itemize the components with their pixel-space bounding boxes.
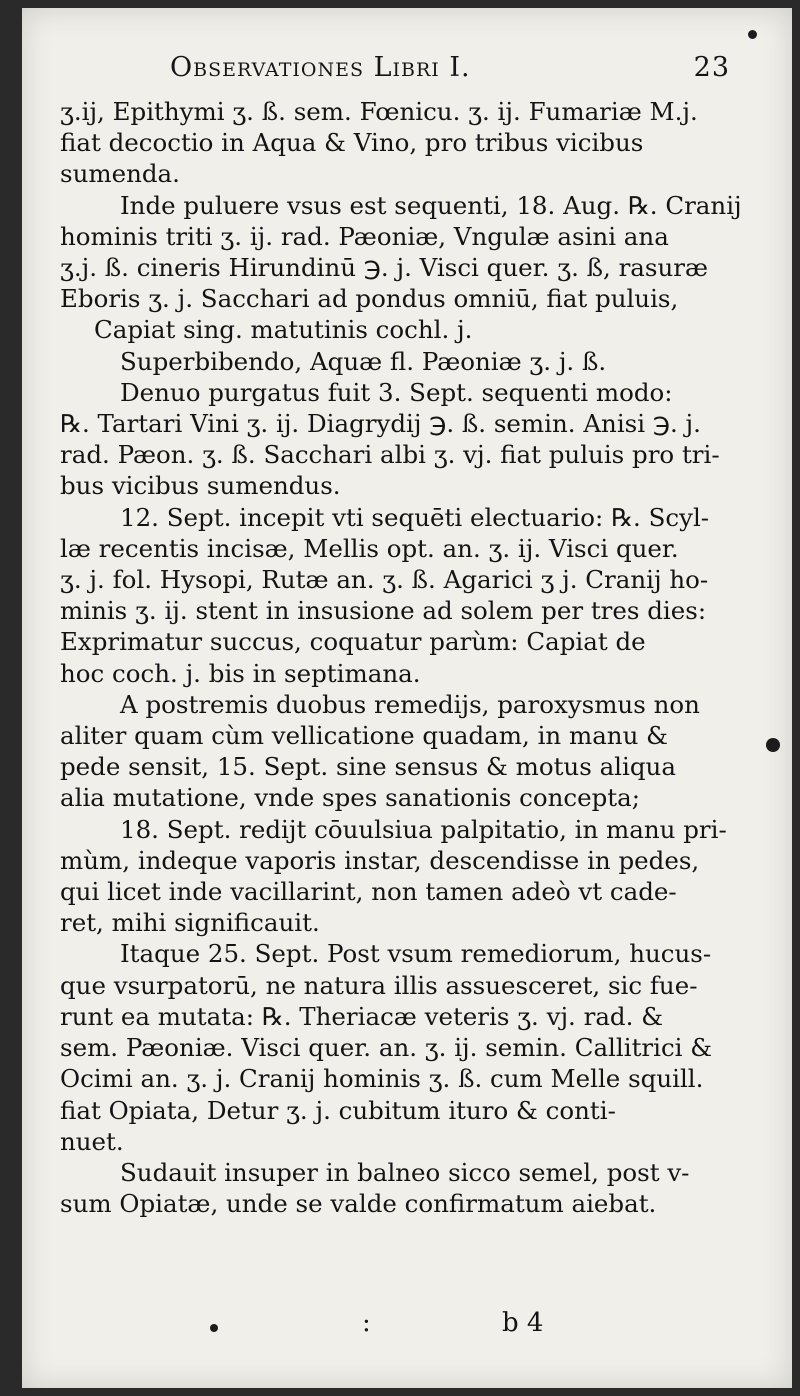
text-line: minis ʒ. ij. stent in insusione ad solem per tres dies: (60, 596, 707, 626)
text-line: rad. Pæon. ʒ. ß. Sacchari albi ʒ. vj. fiat puluis pro tri- (60, 440, 720, 470)
text-line: læ recentis incisæ, Mellis opt. an. ʒ. ij. Visci quer. (60, 533, 679, 563)
text-line: A postremis duobus remedijs, paroxysmus non (120, 689, 700, 719)
text-line: hoc coch. j. bis in septimana. (60, 658, 421, 688)
text-line: Superbibendo, Aquæ fl. Pæoniæ ʒ. j. ß. (120, 346, 607, 376)
text-line: sumenda. (60, 159, 180, 189)
text-line: ℞. Tartari Vini ʒ. ij. Diagrydij ℈. ß. semin. Anisi ℈. j. (60, 409, 701, 439)
text-line: sum Opiatæ, unde se valde confirmatum aiebat. (60, 1189, 657, 1219)
running-header (170, 52, 730, 83)
ink-speck (748, 30, 757, 39)
text-line: aliter quam cùm vellicatione quadam, in manu & (60, 721, 668, 751)
text-line: Capiat sing. matutinis cochl. j. (94, 315, 473, 345)
text-line: mùm, indeque vaporis instar, descendisse in pedes, (60, 845, 700, 875)
text-line: Denuo purgatus fuit 3. Sept. sequenti modo: (120, 377, 673, 407)
text-line: fiat decoctio in Aqua & Vino, pro tribus vicibus (60, 128, 644, 158)
text-line: Ocimi an. ʒ. j. Cranij hominis ʒ. ß. cum Melle squill. (60, 1064, 704, 1094)
text-line: Eboris ʒ. j. Sacchari ad pondus omniū, fiat puluis, (60, 284, 679, 314)
page-number: 23 (693, 52, 730, 83)
ink-speck (766, 738, 780, 752)
text-line: ʒ. j. fol. Hysopi, Rutæ an. ʒ. ß. Agarici ʒ j. Cranij ho- (60, 565, 709, 595)
text-line: Sudauit insuper in balneo sicco semel, post v- (120, 1157, 690, 1187)
text-line: Inde puluere vsus est sequenti, 18. Aug. ℞. Cranij (120, 190, 742, 220)
text-line: hominis triti ʒ. ij. rad. Pæoniæ, Vngulæ asini ana (60, 221, 669, 251)
text-line: 12. Sept. incepit vti sequēti electuario: ℞. Scyl- (120, 502, 710, 532)
text-line: Itaque 25. Sept. Post vsum remediorum, hucus- (120, 939, 712, 969)
page-body (60, 96, 740, 1219)
text-line: alia mutatione, vnde spes sanationis concepta; (60, 783, 640, 813)
text-line: runt ea mutata: ℞. Theriacæ veteris ʒ. vj. rad. & (60, 1001, 664, 1031)
text-line: ʒ.j. ß. cineris Hirundinū ℈. j. Visci quer. ʒ. ß, rasuræ (60, 253, 708, 283)
running-title: Observationes Libri I. (170, 52, 471, 83)
text-line: 18. Sept. redijt cōuulsiua palpitatio, in manu pri- (120, 814, 727, 844)
text-line: pede sensit, 15. Sept. sine sensus & motus aliqua (60, 752, 676, 782)
text-line: ʒ.ij, Epithymi ʒ. ß. sem. Fœnicu. ʒ. ij. Fumariæ M.j. (60, 97, 698, 126)
text-line: ret, mihi significauit. (60, 908, 320, 938)
text-line: sem. Pæoniæ. Visci quer. an. ʒ. ij. semin. Callitrici & (60, 1033, 713, 1063)
text-line: que vsurpatorū, ne natura illis assuesceret, sic fue- (60, 970, 698, 1000)
footer-mark: : (362, 1308, 371, 1338)
signature-mark: b 4 (502, 1308, 544, 1338)
ink-speck (210, 1324, 218, 1332)
text-line: fiat Opiata, Detur ʒ. j. cubitum ituro & conti- (60, 1095, 616, 1125)
text-line: nuet. (60, 1126, 124, 1156)
book-page (22, 8, 792, 1388)
text-line: qui licet inde vacillarint, non tamen adeò vt cade- (60, 877, 677, 907)
text-line: bus vicibus sumendus. (60, 471, 341, 501)
text-line: Exprimatur succus, coquatur parùm: Capiat de (60, 627, 646, 657)
